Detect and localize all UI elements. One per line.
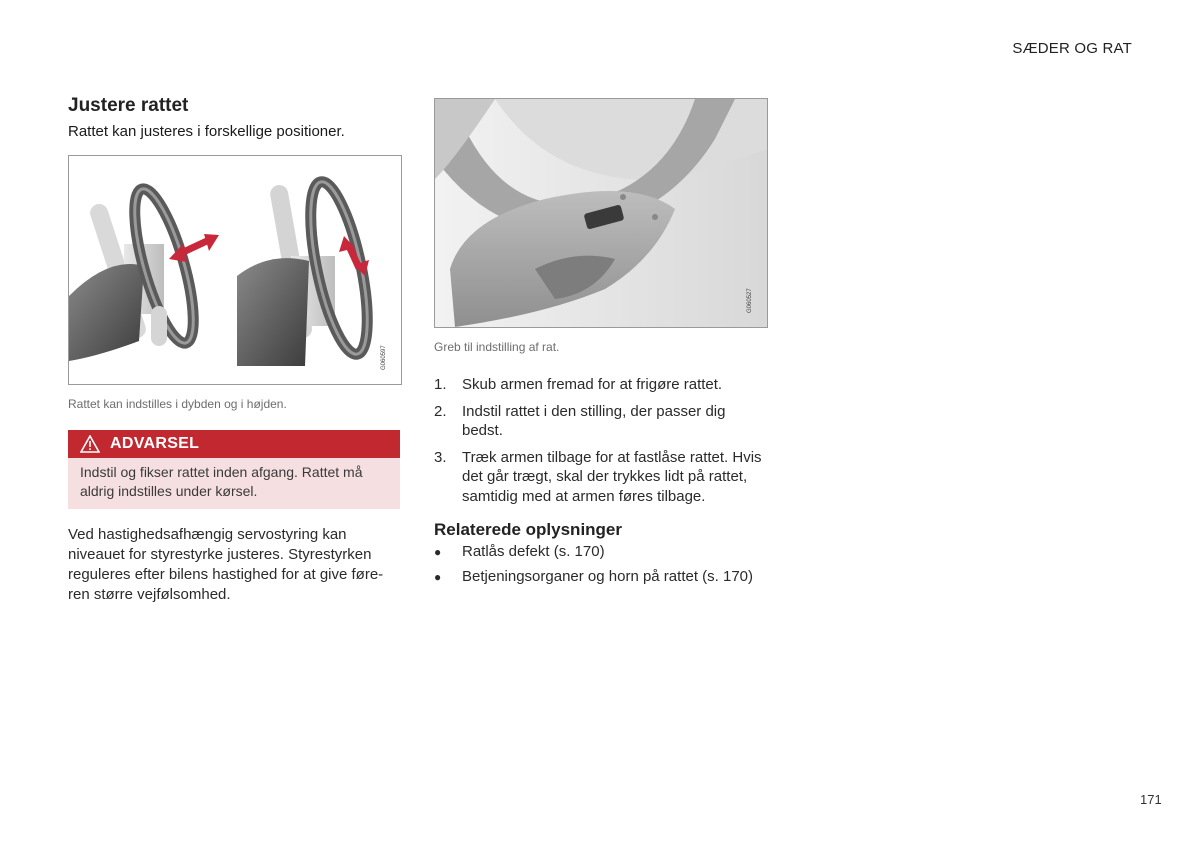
middle-column bbox=[434, 98, 768, 592]
related-info-heading: Relaterede oplysninger bbox=[434, 520, 623, 539]
figure-code: G060597 bbox=[381, 345, 387, 370]
list-item: 2. Indstil rattet i den stilling, der passer dig bedst. bbox=[434, 402, 726, 439]
page-title: Justere rattet bbox=[68, 95, 189, 116]
bullet-icon: ● bbox=[434, 545, 442, 559]
figure-caption: Greb til indstilling af rat. bbox=[434, 340, 560, 354]
warning-text: Indstil og fikser rattet inden afgang. Rattet må aldrig indstilles under kørsel. bbox=[68, 458, 400, 509]
left-column bbox=[68, 94, 402, 620]
warning-triangle-icon bbox=[80, 435, 100, 453]
adjust-lever-illustration bbox=[434, 98, 768, 328]
warning-label: ADVARSEL bbox=[110, 435, 200, 452]
page-number: 171 bbox=[1140, 792, 1162, 807]
list-item: 3. Træk armen tilbage for at fastlåse rattet. Hvis det går trægt, skal der trykkes lidt på rattet, samtidig med at armen føres tilbage. bbox=[434, 448, 762, 505]
list-item: 1. Skub armen fremad for at frigøre rattet. bbox=[434, 376, 723, 393]
related-info-list bbox=[434, 542, 768, 587]
figure-caption: Rattet kan indstilles i dybden og i højden. bbox=[68, 397, 287, 411]
bullet-icon: ● bbox=[434, 570, 442, 584]
warning-box bbox=[68, 430, 400, 509]
warning-header bbox=[68, 430, 400, 458]
section-header: SÆDER OG RAT bbox=[1012, 40, 1132, 57]
related-link[interactable]: ● Ratlås defekt (s. 170) bbox=[434, 543, 605, 560]
adjust-lever-drawing bbox=[435, 99, 767, 327]
servo-steering-paragraph: Ved hastighedsafhængig servostyring kan niveauet for styrestyrke justeres. Styrestyrken reguleres efter bilens hastighed for at give føre-ren større vejfølsomhed. bbox=[68, 526, 384, 603]
figure-code: G060527 bbox=[747, 288, 753, 313]
intro-text: Rattet kan justeres i forskellige positioner. bbox=[68, 123, 345, 140]
instruction-steps bbox=[434, 375, 768, 506]
steering-wheel-adjust-illustration bbox=[68, 155, 402, 385]
related-link[interactable]: ● Betjeningsorganer og horn på rattet (s. 170) bbox=[434, 568, 754, 585]
steering-wheel-drawing bbox=[69, 156, 401, 384]
